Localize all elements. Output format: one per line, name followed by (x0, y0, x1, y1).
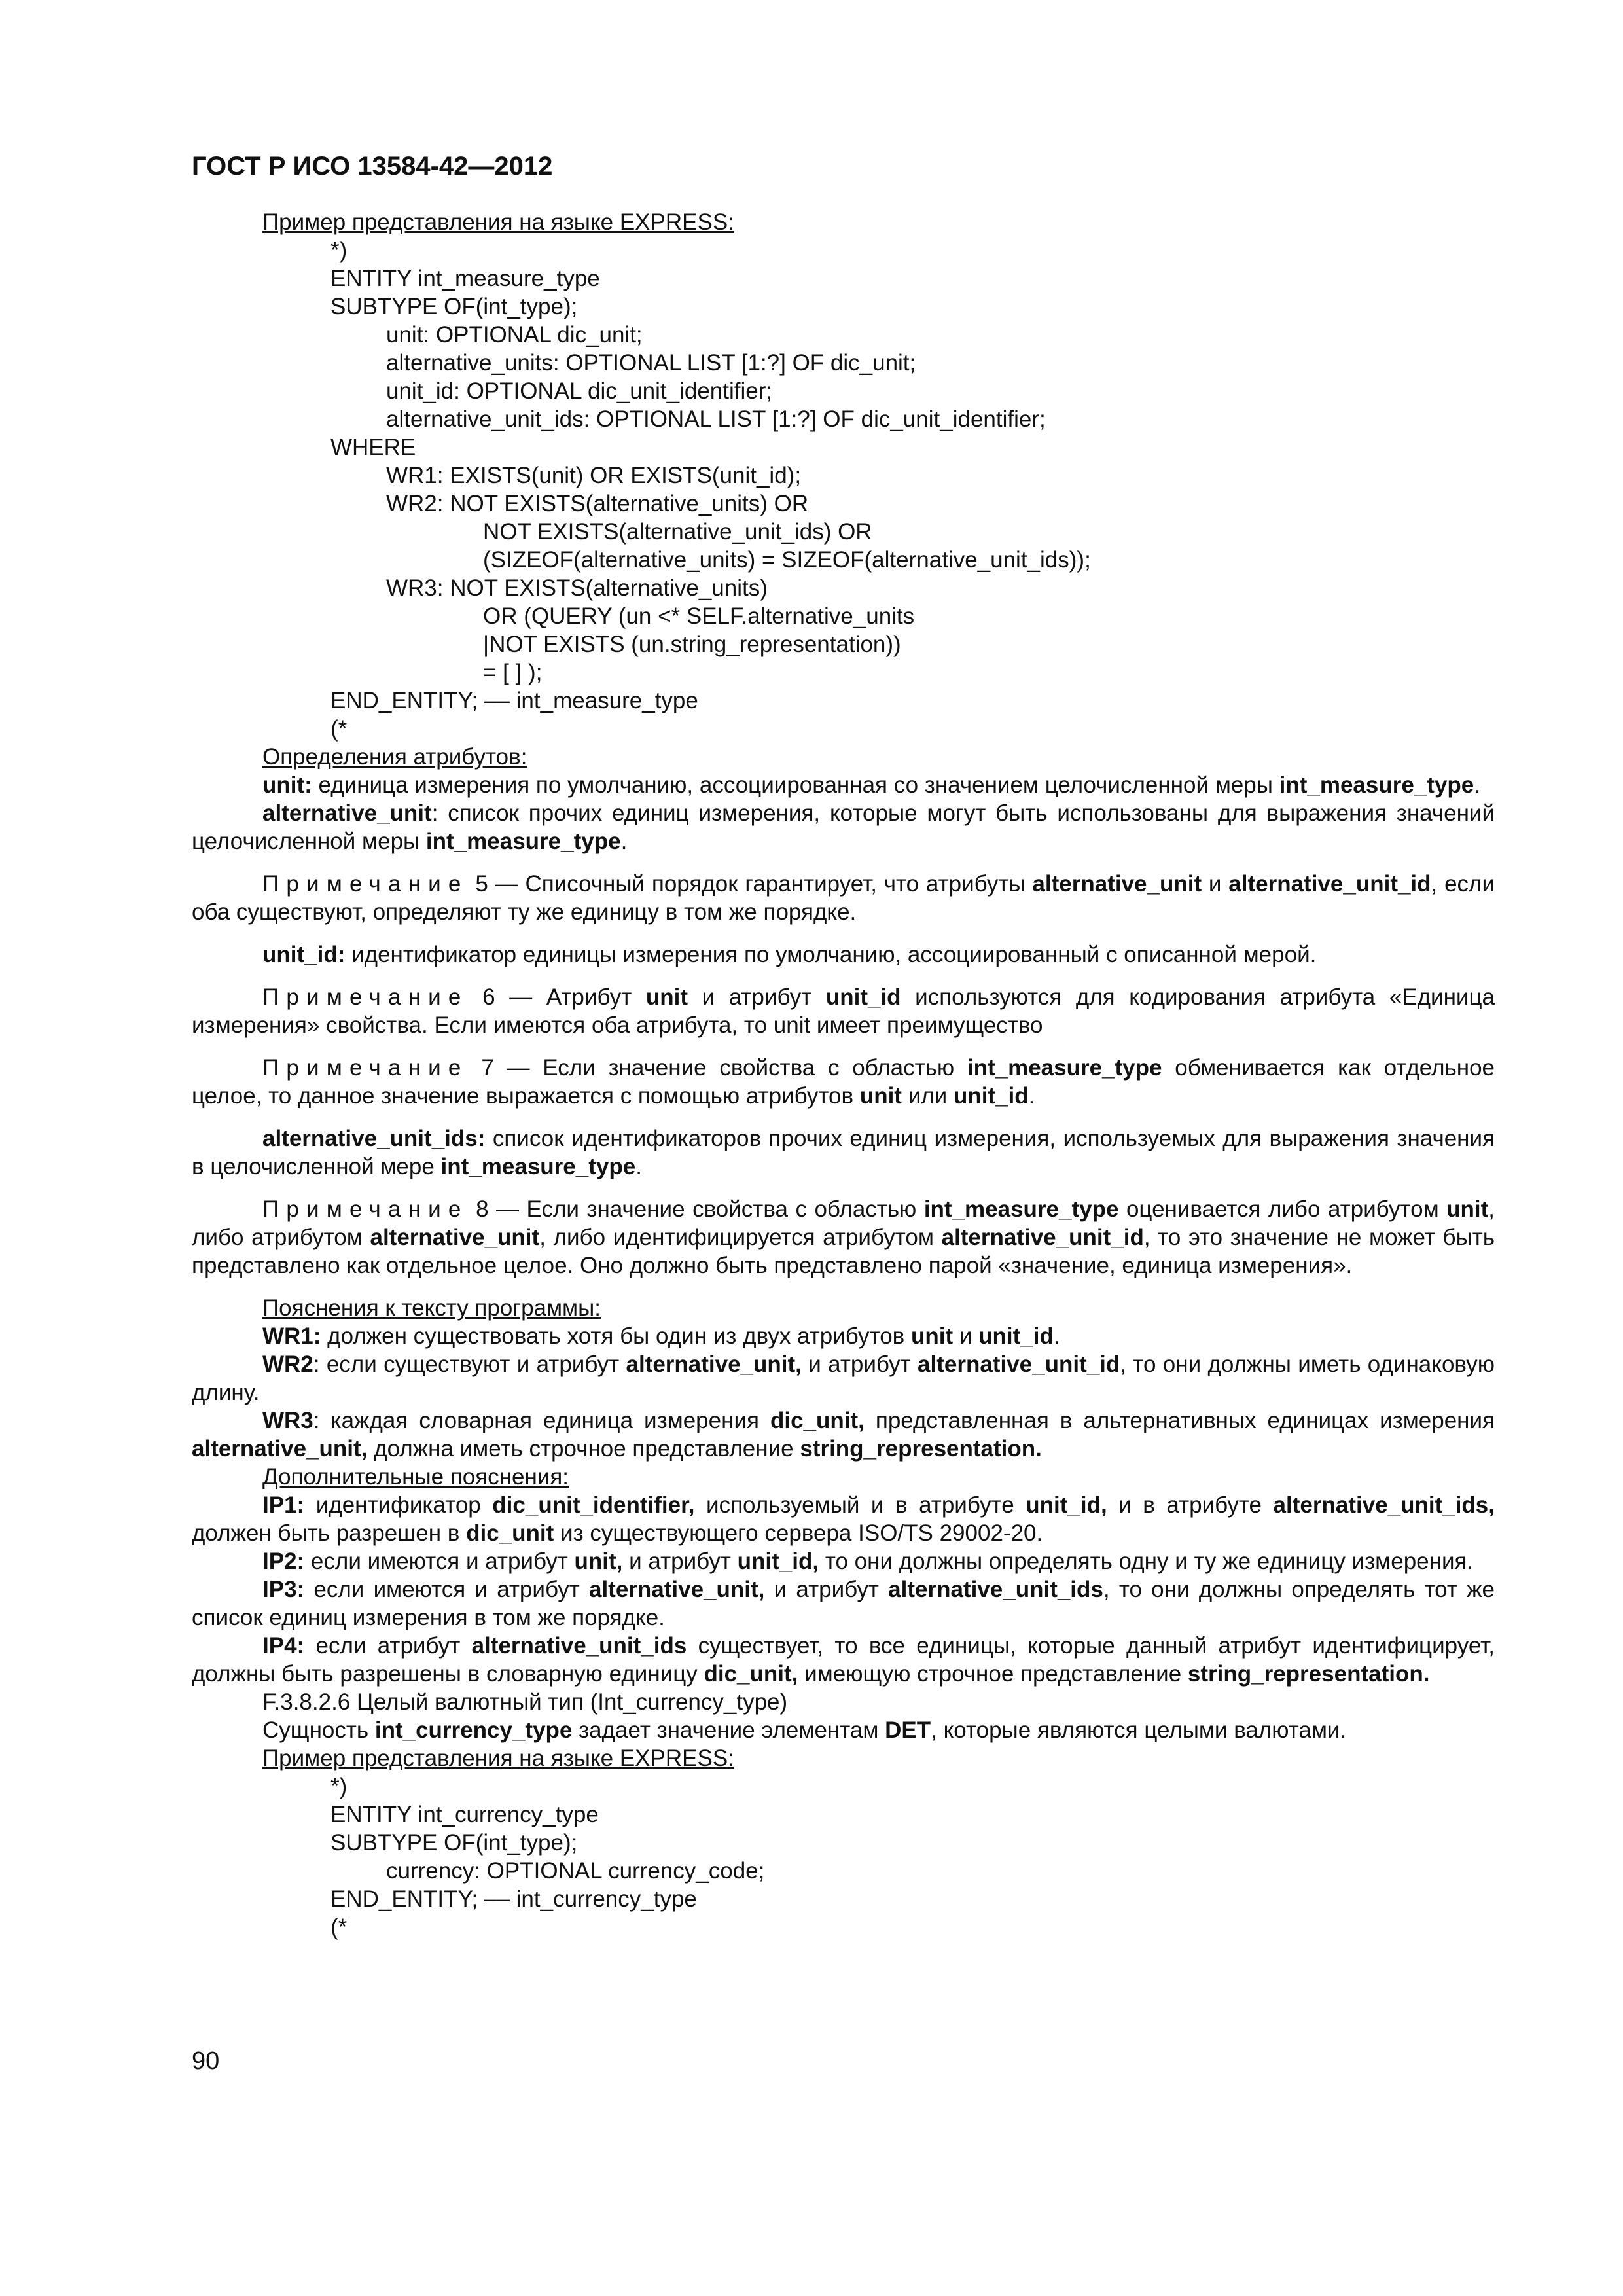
rule-wr3: WR3: каждая словарная единица измерения dic_unit, представленная в альтернативных единицах измерения alternative_unit, должна иметь строчное представление string_representation. (192, 1408, 1495, 1462)
rule-ip3: IP3: если имеются и атрибут alternative_unit, и атрибут alternative_unit_ids, то они должны определять тот же список единиц измерения в том же порядке. (192, 1577, 1495, 1630)
code-line: WR2: NOT EXISTS(alternative_units) OR (386, 491, 809, 516)
rule-wr2: WR2: если существуют и атрибут alternative_unit, и атрибут alternative_unit_id, то они должны иметь одинаковую длину. (192, 1352, 1495, 1405)
code-line: WHERE (330, 435, 416, 460)
code-line: alternative_units: OPTIONAL LIST [1:?] OF dic_unit; (386, 350, 916, 376)
code-line: END_ENTITY; –– int_currency_type (330, 1886, 697, 1912)
code-line: = [ ] ); (483, 660, 543, 685)
code-line: |NOT EXISTS (un.string_representation)) (483, 632, 901, 657)
example-heading: Пример представления на языке EXPRESS: (262, 1746, 734, 1771)
code-line: (* (330, 716, 348, 742)
section-title: F.3.8.2.6 Целый валютный тип (Int_currency_type) (262, 1689, 788, 1715)
note-6: Примечание 6 — Атрибут unit и атрибут unit_id используются для кодирования атрибута «Единица измерения» свойства. Если имеются оба атрибута, то unit имеет преимущество (192, 984, 1495, 1038)
code-line: END_ENTITY; –– int_measure_type (330, 688, 698, 713)
code-line: (* (330, 1914, 348, 1940)
standard-header: ГОСТ Р ИСО 13584-42—2012 (192, 152, 553, 181)
page-content (192, 208, 1495, 1941)
note-8: Примечание 8 — Если значение свойства с областью int_measure_type оценивается либо атрибутом unit, либо атрибутом alternative_unit, либо идентифицируется атрибутом alternative_unit_id, то это значение не может быть представлено как отдельное целое. Оно должно быть представлено парой «значение, единица измерения». (192, 1196, 1495, 1278)
rule-ip2: IP2: если имеются и атрибут unit, и атрибут unit_id, то они должны определять одну и ту же единицу измерения. (262, 1549, 1474, 1574)
code-line: (SIZEOF(alternative_units) = SIZEOF(alternative_unit_ids)); (483, 547, 1091, 573)
attributes-heading: Определения атрибутов: (262, 744, 527, 770)
code-line: ENTITY int_currency_type (330, 1802, 599, 1827)
code-block-int-measure-type (192, 236, 1495, 743)
code-line: unit: OPTIONAL dic_unit; (386, 322, 643, 348)
code-line: SUBTYPE OF(int_type); (330, 294, 578, 319)
code-line: currency: OPTIONAL currency_code; (386, 1858, 765, 1884)
attribute-unit: unit: единица измерения по умолчанию, ассоциированная со значением целочисленной меры int_measure_type. (262, 772, 1480, 798)
rule-ip4: IP4: если атрибут alternative_unit_ids существует, то все единицы, которые данный атрибут идентифицирует, должны быть разрешены в словарную единицу dic_unit, имеющую строчное представление string_representation. (192, 1633, 1495, 1687)
code-line: SUBTYPE OF(int_type); (330, 1830, 578, 1856)
example-heading: Пример представления на языке EXPRESS: (262, 209, 734, 235)
attribute-alternative-unit-ids: alternative_unit_ids: список идентификаторов прочих единиц измерения, используемых для выражения значения в целочисленной мере int_measure_type. (192, 1126, 1495, 1179)
code-line: WR1: EXISTS(unit) OR EXISTS(unit_id); (386, 463, 802, 488)
section-description: Сущность int_currency_type задает значение элементам DET, которые являются целыми валютами. (262, 1717, 1347, 1743)
code-block-int-currency-type (192, 1772, 1495, 1941)
page-number: 90 (192, 2047, 220, 2075)
note-5: Примечание 5 — Списочный порядок гарантирует, что атрибуты alternative_unit и alternative_unit_id, если оба существуют, определяют ту же единицу в том же порядке. (192, 871, 1495, 925)
rule-wr1: WR1: должен существовать хотя бы один из двух атрибутов unit и unit_id. (262, 1323, 1060, 1349)
code-line: alternative_unit_ids: OPTIONAL LIST [1:?] OF dic_unit_identifier; (386, 406, 1046, 432)
code-line: WR3: NOT EXISTS(alternative_units) (386, 575, 768, 601)
code-line: NOT EXISTS(alternative_unit_ids) OR (483, 519, 872, 545)
attribute-alternative-unit: alternative_unit: список прочих единиц измерения, которые могут быть использованы для выражения значений целочисленной меры int_measure_type. (192, 800, 1495, 854)
note-7: Примечание 7 — Если значение свойства с областью int_measure_type обменивается как отдельное целое, то данное значение выражается с помощью атрибутов unit или unit_id. (192, 1055, 1495, 1109)
explanations-heading: Пояснения к тексту программы: (262, 1295, 601, 1321)
code-line: *) (330, 1774, 348, 1799)
additional-heading: Дополнительные пояснения: (262, 1464, 569, 1490)
attribute-unit-id: unit_id: идентификатор единицы измерения по умолчанию, ассоциированный с описанной мерой. (262, 942, 1317, 967)
rule-ip1: IP1: идентификатор dic_unit_identifier, используемый и в атрибуте unit_id, и в атрибуте alternative_unit_ids, должен быть разрешен в dic_unit из существующего сервера ISO/TS 29002-20. (192, 1492, 1495, 1546)
code-line: ENTITY int_measure_type (330, 266, 600, 291)
code-line: OR (QUERY (un <* SELF.alternative_units (483, 603, 915, 629)
code-line: unit_id: OPTIONAL dic_unit_identifier; (386, 378, 773, 404)
code-line: *) (330, 238, 348, 263)
